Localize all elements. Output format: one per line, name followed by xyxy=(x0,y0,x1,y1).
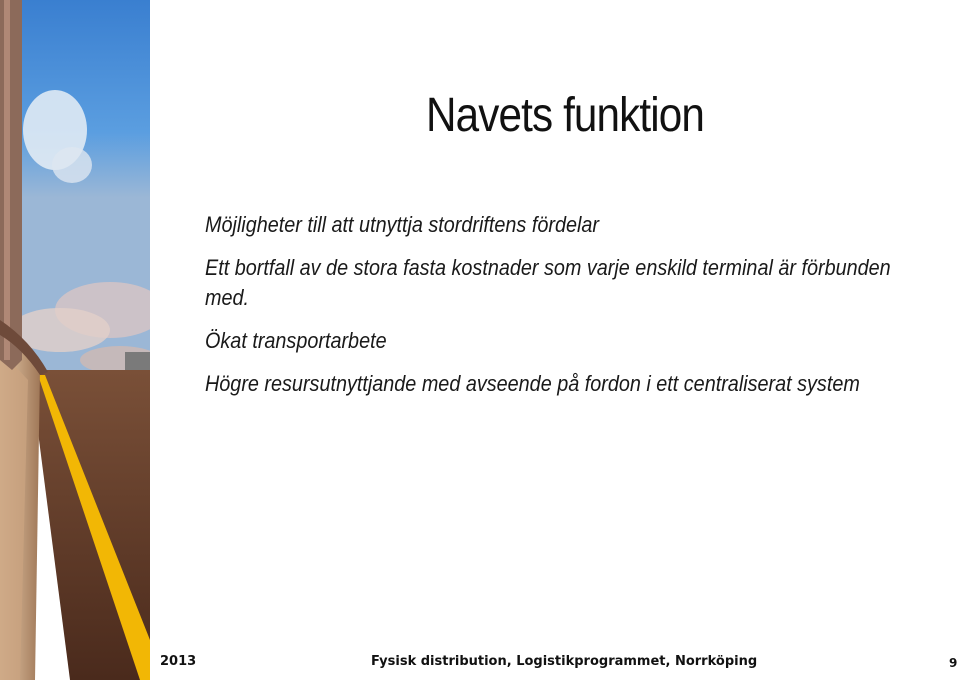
page-number: 9 xyxy=(949,656,958,670)
footer-year: 2013 xyxy=(160,654,197,669)
bridge-road-image xyxy=(0,0,150,680)
bullet-list xyxy=(205,210,940,412)
footer-text: Fysisk distribution, Logistikprogrammet, Norrköping xyxy=(371,654,758,669)
bullet-item: Möjligheter till att utnyttja stordriftens fördelar xyxy=(205,212,599,237)
bullet-item: Ökat transportarbete xyxy=(205,328,387,353)
slide-title: Navets funktion xyxy=(426,89,704,142)
bullet-item: Högre resursutnyttjande med avseende på fordon i ett centraliserat system xyxy=(205,371,860,396)
bullet-item: Ett bortfall av de stora fasta kostnader som varje enskild terminal är förbunden med. xyxy=(205,255,891,310)
